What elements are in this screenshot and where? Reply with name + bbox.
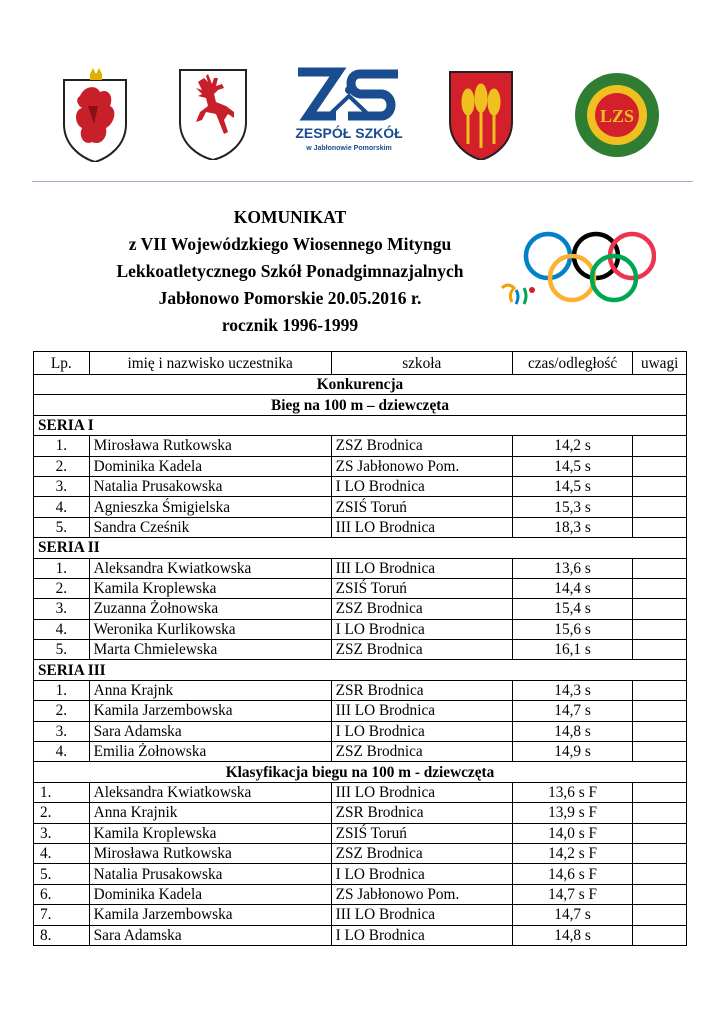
school-cell: ZSR Brodnica — [331, 680, 512, 700]
column-header: szkoła — [331, 352, 512, 375]
konkurencja-heading-row — [34, 375, 687, 395]
place-cell: 7. — [34, 905, 90, 925]
column-header: czas/odległość — [512, 352, 632, 375]
result-cell: 18,3 s — [512, 517, 632, 537]
notes-cell — [633, 599, 687, 619]
athletics-pictogram-icon — [502, 285, 535, 304]
konkurencja-heading: Konkurencja — [34, 375, 687, 395]
school-cell: III LO Brodnica — [331, 701, 512, 721]
school-cell: ZSIŚ Toruń — [331, 823, 512, 843]
name-cell: Sandra Cześnik — [89, 517, 331, 537]
result-cell: 16,1 s — [512, 640, 632, 660]
header-line-1: KOMUNIKAT — [233, 207, 347, 227]
notes-cell — [633, 823, 687, 843]
result-cell: 14,8 s — [512, 925, 632, 945]
result-cell: 15,4 s — [512, 599, 632, 619]
table-header-row — [34, 352, 687, 375]
wheat-crest-icon — [448, 70, 514, 160]
name-cell: Mirosława Rutkowska — [89, 843, 331, 863]
notes-cell — [633, 680, 687, 700]
place-cell: 3. — [34, 476, 90, 496]
lzs-logo-icon — [572, 70, 662, 160]
name-cell: Aleksandra Kwiatkowska — [89, 558, 331, 578]
table-row — [34, 680, 687, 700]
name-cell: Kamila Jarzembowska — [89, 905, 331, 925]
olympic-rings-icon — [496, 230, 656, 314]
notes-cell — [633, 905, 687, 925]
column-header: uwagi — [633, 352, 687, 375]
name-cell: Kamila Kroplewska — [89, 823, 331, 843]
result-cell: 14,6 s F — [512, 864, 632, 884]
notes-cell — [633, 497, 687, 517]
school-cell: ZSZ Brodnica — [331, 742, 512, 762]
series-heading: SERIA II — [34, 538, 687, 558]
school-cell: III LO Brodnica — [331, 558, 512, 578]
notes-cell — [633, 782, 687, 802]
name-cell: Kamila Kroplewska — [89, 578, 331, 598]
table-row — [34, 578, 687, 598]
name-cell: Agnieszka Śmigielska — [89, 497, 331, 517]
notes-cell — [633, 742, 687, 762]
school-cell: ZSR Brodnica — [331, 803, 512, 823]
notes-cell — [633, 619, 687, 639]
name-cell: Sara Adamska — [89, 925, 331, 945]
table-row — [34, 864, 687, 884]
series-heading: SERIA III — [34, 660, 687, 680]
name-cell: Marta Chmielewska — [89, 640, 331, 660]
notes-cell — [633, 476, 687, 496]
table-row — [34, 701, 687, 721]
notes-cell — [633, 517, 687, 537]
place-cell: 5. — [34, 640, 90, 660]
name-cell: Mirosława Rutkowska — [89, 436, 331, 456]
table-row — [34, 640, 687, 660]
place-cell: 1. — [34, 782, 90, 802]
school-cell: I LO Brodnica — [331, 476, 512, 496]
place-cell: 5. — [34, 517, 90, 537]
result-cell: 14,0 s F — [512, 823, 632, 843]
name-cell: Dominika Kadela — [89, 884, 331, 904]
table-row — [34, 599, 687, 619]
result-cell: 13,6 s F — [512, 782, 632, 802]
result-cell: 13,6 s — [512, 558, 632, 578]
classification-heading: Klasyfikacja biegu na 100 m - dziewczęta — [34, 762, 687, 782]
notes-cell — [633, 864, 687, 884]
zs-logo-subtext: w Jabłonowie Pomorskim — [306, 145, 392, 152]
table-row — [34, 843, 687, 863]
table-row — [34, 823, 687, 843]
series-heading-row — [34, 415, 687, 435]
results-table — [33, 351, 687, 946]
notes-cell — [633, 925, 687, 945]
result-cell: 13,9 s F — [512, 803, 632, 823]
series-heading-row — [34, 660, 687, 680]
school-cell: ZSZ Brodnica — [331, 436, 512, 456]
logo-bar — [0, 66, 725, 166]
classification-heading-row — [34, 762, 687, 782]
result-cell: 14,2 s F — [512, 843, 632, 863]
place-cell: 6. — [34, 884, 90, 904]
zespol-szkol-logo-icon — [286, 66, 412, 156]
zs-logo-text: ZESPÓŁ SZKÓŁ — [295, 125, 403, 141]
header-line-4: Jabłonowo Pomorskie 20.05.2016 r. — [158, 288, 422, 308]
place-cell: 2. — [34, 578, 90, 598]
school-cell: ZSZ Brodnica — [331, 599, 512, 619]
table-row — [34, 517, 687, 537]
table-row — [34, 436, 687, 456]
notes-cell — [633, 640, 687, 660]
result-cell: 15,3 s — [512, 497, 632, 517]
name-cell: Emilia Żołnowska — [89, 742, 331, 762]
notes-cell — [633, 558, 687, 578]
table-row — [34, 619, 687, 639]
header-line-2: z VII Wojewódzkiego Wiosennego Mityngu — [128, 234, 452, 254]
series-heading: SERIA I — [34, 415, 687, 435]
place-cell: 1. — [34, 558, 90, 578]
header-divider — [32, 181, 693, 182]
place-cell: 4. — [34, 497, 90, 517]
notes-cell — [633, 721, 687, 741]
school-cell: ZSIŚ Toruń — [331, 578, 512, 598]
place-cell: 3. — [34, 721, 90, 741]
result-cell: 15,6 s — [512, 619, 632, 639]
notes-cell — [633, 578, 687, 598]
place-cell: 3. — [34, 599, 90, 619]
griffin-crest-icon — [62, 66, 128, 162]
school-cell: ZSZ Brodnica — [331, 843, 512, 863]
school-cell: I LO Brodnica — [331, 721, 512, 741]
header-line-5: rocznik 1996-1999 — [221, 315, 359, 335]
table-row — [34, 497, 687, 517]
table-row — [34, 905, 687, 925]
result-cell: 14,5 s — [512, 456, 632, 476]
notes-cell — [633, 843, 687, 863]
notes-cell — [633, 884, 687, 904]
name-cell: Dominika Kadela — [89, 456, 331, 476]
table-row — [34, 884, 687, 904]
series-heading-row — [34, 538, 687, 558]
place-cell: 2. — [34, 701, 90, 721]
name-cell: Sara Adamska — [89, 721, 331, 741]
place-cell: 5. — [34, 864, 90, 884]
place-cell: 2. — [34, 803, 90, 823]
table-row — [34, 721, 687, 741]
lzs-logo-text: LZS — [599, 106, 635, 126]
school-cell: ZSIŚ Toruń — [331, 497, 512, 517]
result-cell: 14,8 s — [512, 721, 632, 741]
school-cell: I LO Brodnica — [331, 864, 512, 884]
name-cell: Natalia Prusakowska — [89, 864, 331, 884]
school-cell: I LO Brodnica — [331, 619, 512, 639]
school-cell: III LO Brodnica — [331, 517, 512, 537]
table-row — [34, 803, 687, 823]
place-cell: 2. — [34, 456, 90, 476]
place-cell: 1. — [34, 436, 90, 456]
table-row — [34, 925, 687, 945]
result-cell: 14,7 s F — [512, 884, 632, 904]
school-cell: I LO Brodnica — [331, 925, 512, 945]
name-cell: Weronika Kurlikowska — [89, 619, 331, 639]
event-heading: Bieg na 100 m – dziewczęta — [34, 395, 687, 415]
school-cell: III LO Brodnica — [331, 782, 512, 802]
deer-crest-icon — [178, 68, 248, 160]
place-cell: 4. — [34, 619, 90, 639]
notes-cell — [633, 803, 687, 823]
place-cell: 3. — [34, 823, 90, 843]
column-header: Lp. — [34, 352, 90, 375]
result-cell: 14,4 s — [512, 578, 632, 598]
school-cell: III LO Brodnica — [331, 905, 512, 925]
table-row — [34, 782, 687, 802]
place-cell: 8. — [34, 925, 90, 945]
school-cell: ZS Jabłonowo Pom. — [331, 884, 512, 904]
place-cell: 4. — [34, 843, 90, 863]
result-cell: 14,5 s — [512, 476, 632, 496]
result-cell: 14,7 s — [512, 905, 632, 925]
name-cell: Anna Krajnk — [89, 680, 331, 700]
name-cell: Natalia Prusakowska — [89, 476, 331, 496]
table-row — [34, 742, 687, 762]
name-cell: Anna Krajnik — [89, 803, 331, 823]
result-cell: 14,7 s — [512, 701, 632, 721]
result-cell: 14,3 s — [512, 680, 632, 700]
notes-cell — [633, 456, 687, 476]
name-cell: Zuzanna Żołnowska — [89, 599, 331, 619]
school-cell: ZSZ Brodnica — [331, 640, 512, 660]
name-cell: Aleksandra Kwiatkowska — [89, 782, 331, 802]
table-row — [34, 558, 687, 578]
notes-cell — [633, 701, 687, 721]
result-cell: 14,2 s — [512, 436, 632, 456]
header-line-3: Lekkoatletycznego Szkół Ponadgimnazjalnych — [116, 261, 464, 281]
result-cell: 14,9 s — [512, 742, 632, 762]
table-row — [34, 476, 687, 496]
table-row — [34, 456, 687, 476]
announcement-header — [60, 204, 520, 339]
school-cell: ZS Jabłonowo Pom. — [331, 456, 512, 476]
place-cell: 1. — [34, 680, 90, 700]
event-heading-row — [34, 395, 687, 415]
column-header: imię i nazwisko uczestnika — [89, 352, 331, 375]
place-cell: 4. — [34, 742, 90, 762]
notes-cell — [633, 436, 687, 456]
name-cell: Kamila Jarzembowska — [89, 701, 331, 721]
